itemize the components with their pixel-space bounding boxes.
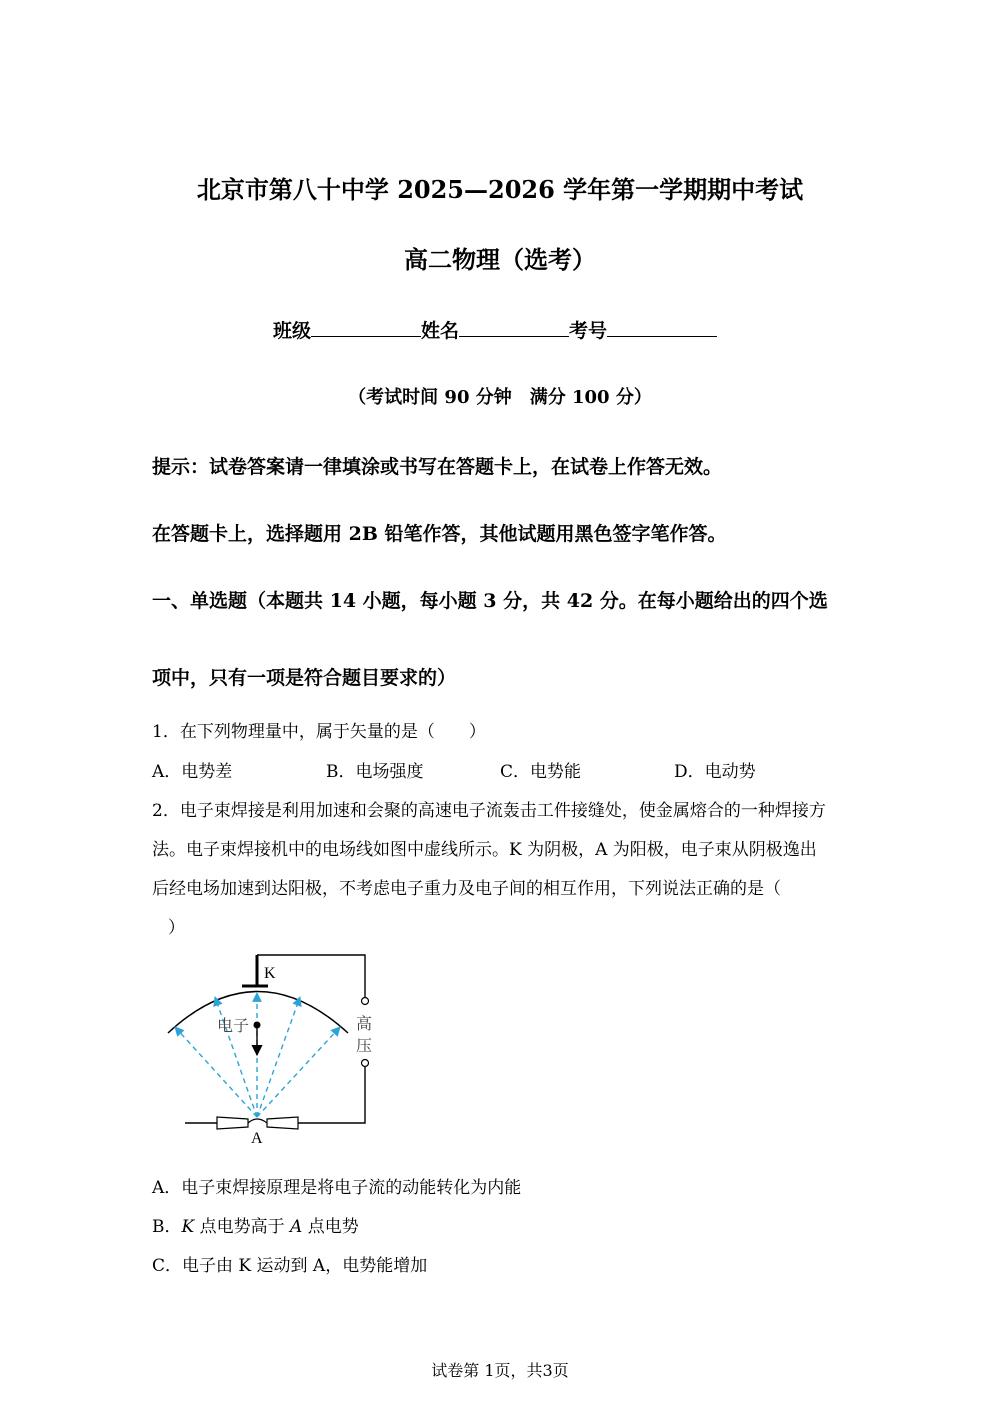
q1-stem: 1．在下列物理量中，属于矢量的是（ ） xyxy=(152,722,486,742)
name-label: 姓名 xyxy=(421,320,460,342)
id-blank[interactable] xyxy=(607,318,717,337)
q2-option-b-mid: 点电势高于 xyxy=(194,1217,291,1237)
q2-stem-line4: ） xyxy=(168,918,185,938)
student-info-row xyxy=(273,316,717,343)
id-label: 考号 xyxy=(569,320,608,342)
q2-option-c: C．电子由 K 运动到 A，电势能增加 xyxy=(152,1256,428,1276)
wire-bottom xyxy=(298,1067,365,1123)
q2-option-b-prefix: B． xyxy=(152,1217,182,1237)
electron-dot xyxy=(254,1022,261,1029)
field-line-left1 xyxy=(215,997,257,1117)
exam-info: （考试时间 90 分钟 满分 100 分） xyxy=(348,387,652,408)
notice-2: 在答题卡上，选择题用 2B 铅笔作答，其他试题用黑色签字笔作答。 xyxy=(152,523,727,545)
field-line-right2 xyxy=(257,1027,340,1117)
q2-stem-line3: 后经电场加速到达阳极，不考虑电子重力及电子间的相互作用，下列说法正确的是（ xyxy=(152,879,781,899)
page-footer: 试卷第 1页，共3页 xyxy=(431,1361,569,1380)
anode-right xyxy=(267,1117,298,1129)
electron-beam-diagram xyxy=(160,945,390,1150)
q1-option-d: D．电动势 xyxy=(674,762,756,782)
q1-option-c: C．电势能 xyxy=(500,762,582,782)
label-voltage: 压 xyxy=(356,1036,373,1055)
q2-option-b-suffix: 点电势 xyxy=(302,1217,359,1237)
q2-option-b-a: A xyxy=(290,1217,303,1237)
q2-option-a: A．电子束焊接原理是将电子流的动能转化为内能 xyxy=(152,1178,522,1198)
field-line-left2 xyxy=(175,1027,257,1117)
exam-title: 北京市第八十中学 2025—2026 学年第一学期期中考试 xyxy=(196,175,804,204)
section-heading-line1: 一、单选题（本题共 14 小题，每小题 3 分，共 42 分。在每小题给出的四个选 xyxy=(152,590,828,612)
terminal-bottom xyxy=(362,1060,369,1067)
q2-stem-line1: 2．电子束焊接是利用加速和会聚的高速电子流轰击工件接缝处，使金属熔合的一种焊接方 xyxy=(152,801,826,821)
label-high: 高 xyxy=(356,1014,373,1033)
field-line-right1 xyxy=(257,997,300,1117)
terminal-top xyxy=(362,998,369,1005)
label-k: K xyxy=(264,965,276,982)
q1-options xyxy=(152,757,756,782)
anode-gap xyxy=(248,1119,267,1123)
class-label: 班级 xyxy=(273,320,312,342)
anode-left xyxy=(217,1117,248,1129)
label-electron: 电子 xyxy=(217,1016,250,1035)
q2-option-b-k: K xyxy=(181,1217,195,1237)
label-a: A xyxy=(251,1130,263,1147)
class-blank[interactable] xyxy=(311,318,421,337)
diagram-svg xyxy=(160,945,390,1150)
q2-option-b xyxy=(152,1212,359,1237)
name-blank[interactable] xyxy=(459,318,569,337)
notice-1: 提示：试卷答案请一律填涂或书写在答题卡上，在试卷上作答无效。 xyxy=(152,456,723,478)
q2-stem-line2: 法。电子束焊接机中的电场线如图中虚线所示。K 为阴极，A 为阳极，电子束从阴极逸出 xyxy=(152,840,817,860)
section-heading-line2: 项中，只有一项是符合题目要求的） xyxy=(152,667,457,689)
q1-option-a: A．电势差 xyxy=(152,762,233,782)
q1-option-b: B．电场强度 xyxy=(326,762,424,782)
exam-subtitle: 高二物理（选考） xyxy=(404,245,596,274)
